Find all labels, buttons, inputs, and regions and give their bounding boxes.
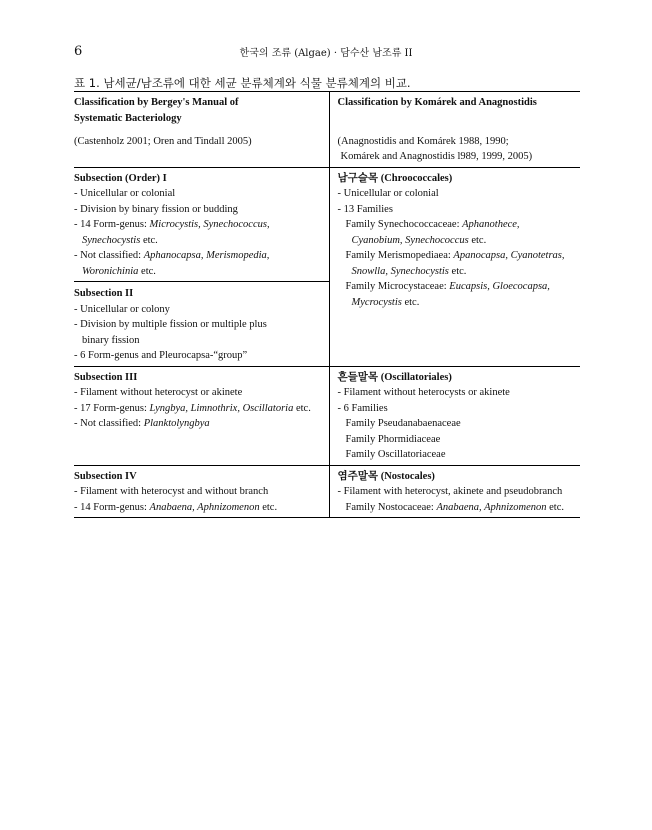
col1-reference: (Castenholz 2001; Oren and Tindall 2005) (74, 136, 252, 147)
col2-heading: Classification by Komárek and Anagnostidis (337, 97, 537, 108)
subsection-title: Subsection II (74, 288, 134, 299)
running-head: 한국의 조류 (Algae) · 담수산 남조류 II (239, 48, 413, 59)
subsection-title: Subsection (Order) I (74, 172, 167, 184)
col1-heading-line2: Systematic Bacteriology (74, 112, 182, 124)
col1-header (74, 92, 329, 168)
page-number: 6 (74, 44, 83, 59)
order-title: 흔들말목 (Oscillatoriales) (337, 371, 452, 383)
col1-heading-line1: Classification by Bergey's Manual of (74, 97, 239, 108)
table-header-row (74, 92, 580, 168)
order-chroococcales: 남구슬목 (Chroococcales) - Unicellular or colonial - 13 Families Family Synechococcaceae: Aphanothece, Cyanobium, Synechococcus etc. Family Merismopediaea: Apanocapsa, Cyanotetras, Snowlla, Synechocystis etc. Family Microcystaceae: Eucapsis, Gloecocapsa, Mycrocystis etc. (329, 167, 580, 366)
subsection-title: Subsection III (74, 371, 138, 383)
subsection-1: Subsection (Order) I - Unicellular or colonial - Division by binary fission or budding - 14 Form-genus: Microcystis, Synechococcus, Synechocystis etc. - Not classified: Aphanocapsa, Merismopedia, Woronichinia etc. (74, 167, 329, 282)
subsection-title: Subsection IV (74, 470, 137, 482)
order-nostocales: 염주말목 (Nostocales) - Filament with heterocyst, akinete and pseudobranch Family Nostocaceae: Anabaena, Aphnizomenon etc. (329, 465, 580, 518)
subsection-4: Subsection IV - Filament with heterocyst and without branch - 14 Form-genus: Anabaena, Aphnizomenon etc. (74, 465, 329, 518)
table-row (74, 366, 580, 465)
order-title: 염주말목 (Nostocales) (337, 470, 435, 482)
col2-reference-line1: (Anagnostidis and Komárek 1988, 1990; (337, 135, 509, 147)
subsection-3: Subsection III - Filament without heterocyst or akinete - 17 Form-genus: Lyngbya, Limnothrix, Oscillatoria etc. - Not classified: Planktolyngbya (74, 366, 329, 465)
order-title: 남구슬목 (Chroococcales) (337, 172, 453, 184)
classification-table (74, 91, 580, 518)
subsection-2: Subsection II - Unicellular or colony - Division by multiple fission or multiple plus binary fission - 6 Form-genus and Pleurocapsa-“group” (74, 282, 329, 367)
table-row (74, 465, 580, 518)
table-caption: 표 1. 남세균/남조류에 대한 세균 분류체계와 식물 분류체계의 비교. (74, 76, 411, 90)
table-row (74, 167, 580, 282)
col2-reference-line2: Komárek and Anagnostidis l989, 1999, 2005) (340, 151, 533, 162)
order-oscillatoriales: 흔들말목 (Oscillatoriales) - Filament without heterocysts or akinete - 6 Families Family Pseudanabaenaceae Family Phormidiaceae Family Oscillatoriaceae (329, 366, 580, 465)
col2-header (329, 92, 580, 168)
